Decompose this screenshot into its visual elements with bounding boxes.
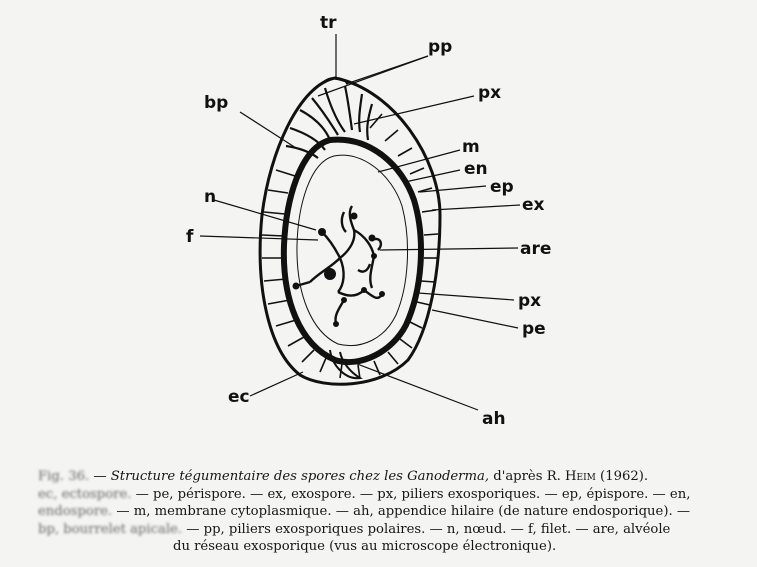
caption-line-2-lead: ec, ectospore. xyxy=(38,486,132,502)
label-m: m xyxy=(462,137,480,157)
caption-year: (1962). xyxy=(595,469,649,484)
label-pp: pp xyxy=(428,37,453,57)
label-px-bottom: px xyxy=(518,291,542,311)
label-ex: ex xyxy=(522,195,545,215)
caption-line-3-lead: endospore. xyxy=(38,504,113,519)
label-ah: ah xyxy=(482,409,506,429)
nuclear-network xyxy=(296,206,382,324)
caption-title: — Structure tégumentaire des spores chez les xyxy=(89,469,408,484)
label-are: are xyxy=(520,239,552,259)
label-en: en xyxy=(464,159,488,179)
caption-line-2 xyxy=(38,486,728,504)
label-bp: bp xyxy=(204,93,229,113)
caption-line-4 xyxy=(38,521,728,539)
caption-after: d'après R. xyxy=(489,469,566,484)
figure-caption xyxy=(38,468,728,556)
caption-line-5 xyxy=(38,538,728,556)
label-pe: pe xyxy=(522,319,546,339)
polar-pillars xyxy=(286,86,372,158)
caption-line-5-text: du réseau exosporique (vus au microscope électronique). xyxy=(173,539,557,554)
label-px-top: px xyxy=(478,83,502,103)
label-ec: ec xyxy=(228,387,250,407)
caption-line-2-text: — pe, périspore. — ex, exospore. — px, piliers exosporiques. — ep, épispore. — en, xyxy=(131,486,691,502)
inner-wall xyxy=(284,140,421,362)
label-tr: tr xyxy=(320,13,337,33)
caption-figure-ref: Fig. 36. xyxy=(38,469,90,484)
caption-line-3 xyxy=(38,503,728,521)
caption-line-1 xyxy=(38,468,728,486)
caption-genus: Ganoderma, xyxy=(407,469,490,484)
caption-line-4-text: — pp, piliers exosporiques polaires. — n, nœud. — f, filet. — are, alvéole xyxy=(182,521,671,537)
label-f: f xyxy=(186,227,194,247)
leader-lines xyxy=(200,34,520,410)
label-ep: ep xyxy=(490,177,514,197)
caption-line-3-text: — m, membrane cytoplasmique. — ah, appendice hilaire (de nature endosporique). — xyxy=(112,504,691,519)
caption-line-4-lead: bp, bourrelet apicale. xyxy=(38,521,183,537)
caption-author: Heim xyxy=(565,469,596,484)
label-n: n xyxy=(204,187,217,207)
